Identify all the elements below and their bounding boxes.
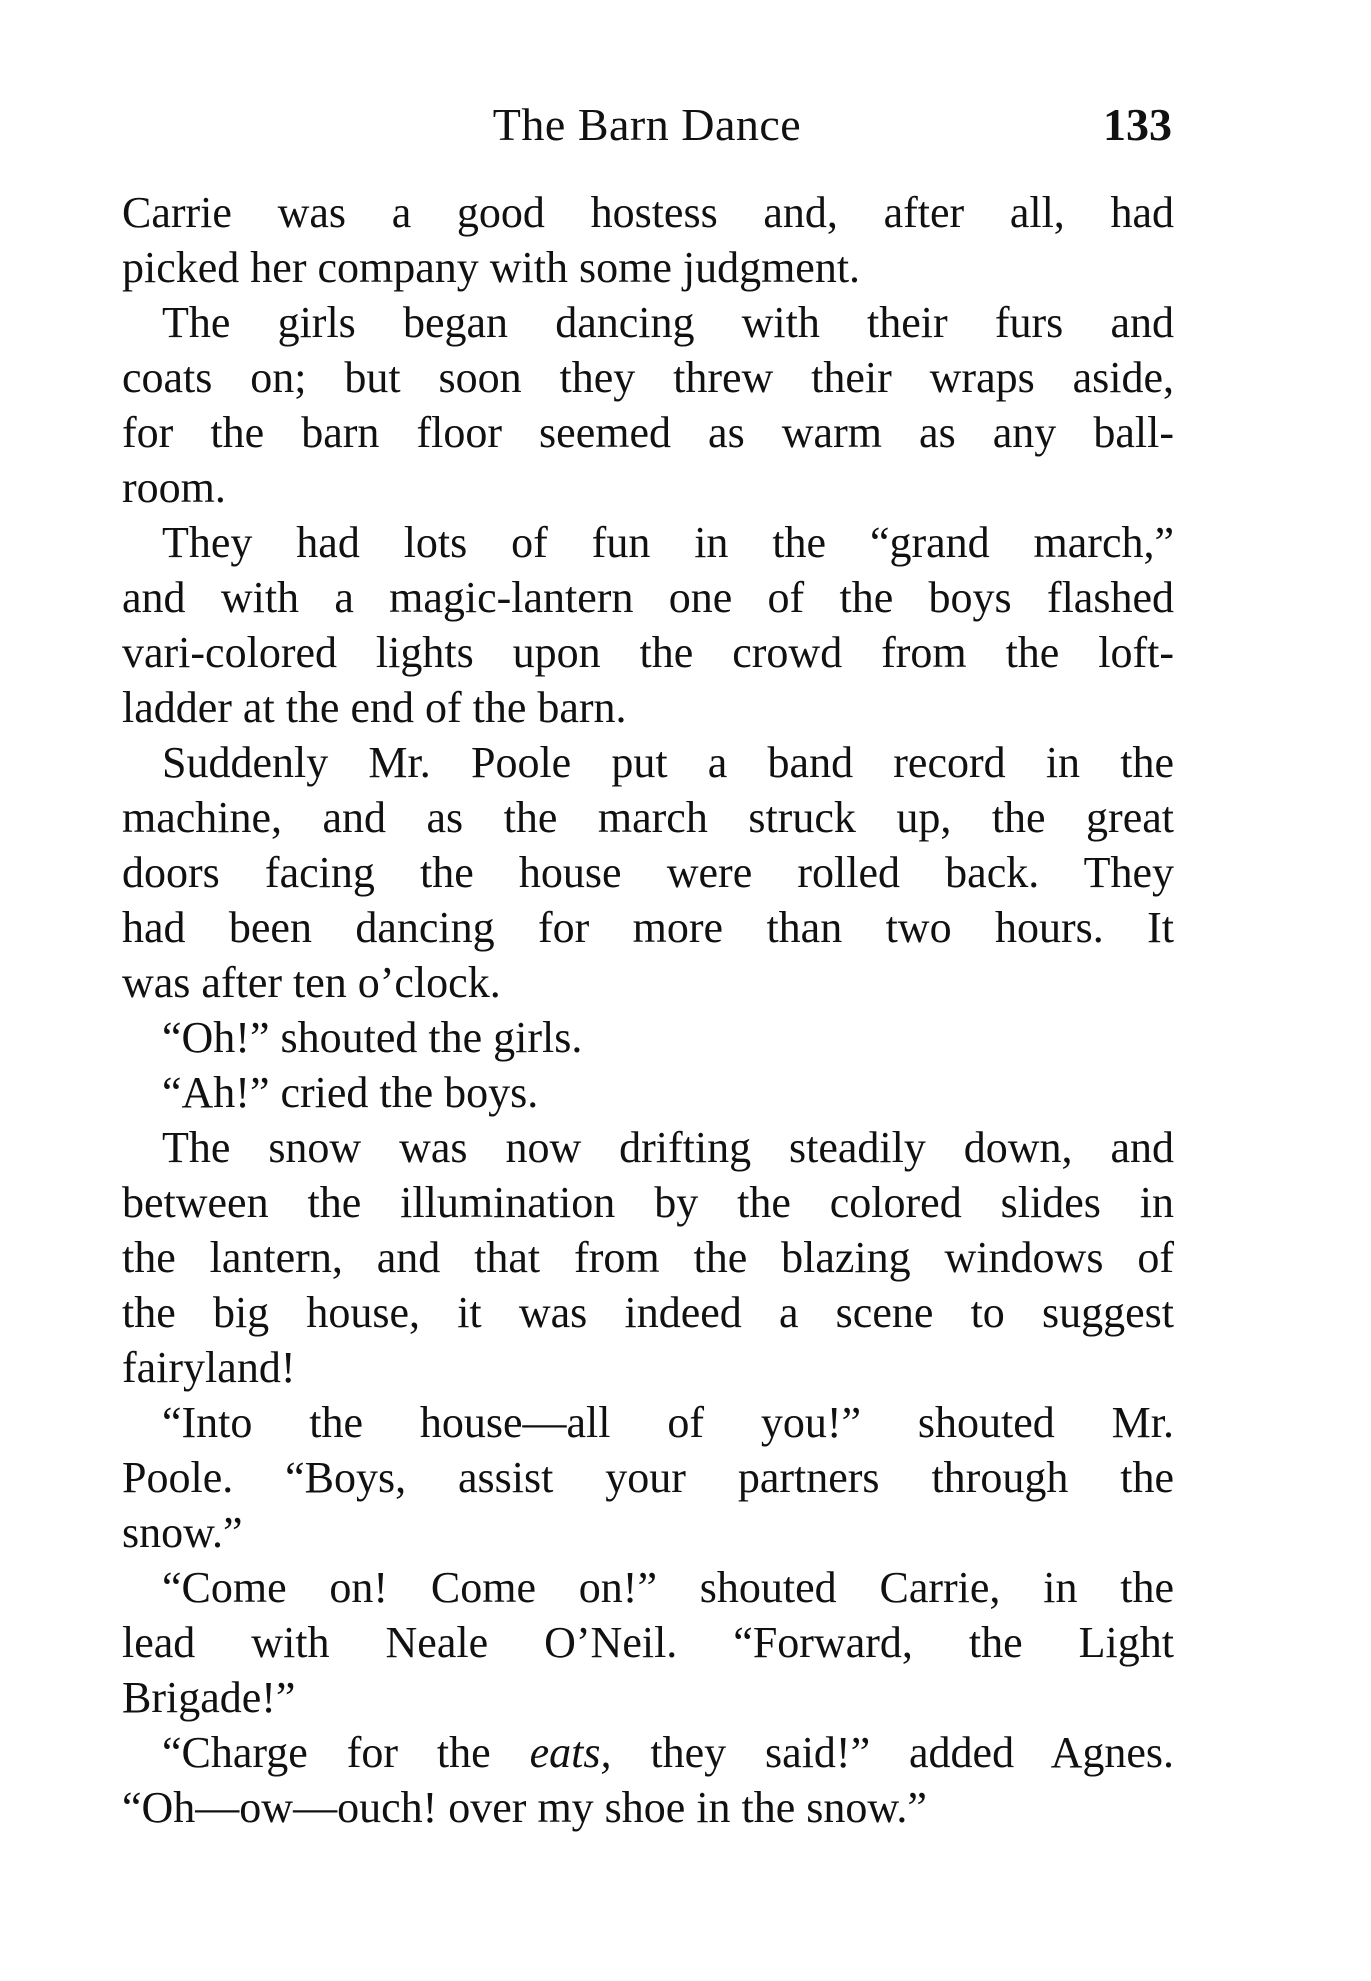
page-number: 133 (1103, 99, 1172, 150)
text-line: “Ah!” cried the boys. (162, 1068, 539, 1117)
body-text (122, 185, 1174, 1835)
text-line: room. (122, 463, 226, 512)
text-line: “Come on! Come on!” shouted Carrie, in the (162, 1563, 1174, 1612)
text-line: had been dancing for more than two hours. It (122, 903, 1174, 952)
text-line: the big house, it was indeed a scene to suggest (122, 1288, 1174, 1337)
text-line: the lantern, and that from the blazing windows of (122, 1233, 1174, 1282)
emphasis-text: eats, (529, 1728, 612, 1777)
text-line: “Oh—ow—ouch! over my shoe in the snow.” (122, 1783, 927, 1832)
text-line: ladder at the end of the barn. (122, 683, 627, 732)
text-line: machine, and as the march struck up, the great (122, 793, 1174, 842)
text-line: lead with Neale O’Neil. “Forward, the Light (122, 1618, 1174, 1667)
text-line: snow.” (122, 1508, 243, 1557)
text-line: “Into the house—all of you!” shouted Mr. (162, 1398, 1174, 1447)
text-line: doors facing the house were rolled back. They (122, 848, 1174, 897)
text-line: They had lots of fun in the “grand march,” (162, 518, 1174, 567)
text-line: vari-colored lights upon the crowd from the loft- (122, 628, 1174, 677)
text-line: Suddenly Mr. Poole put a band record in the (162, 738, 1174, 787)
text-line: Carrie was a good hostess and, after all, had (122, 188, 1174, 237)
text-line: picked her company with some judgment. (122, 243, 861, 292)
text-line: for the barn floor seemed as warm as any ball- (122, 408, 1174, 457)
text-line: fairyland! (122, 1343, 296, 1392)
text-line: “Charge for the eats, they said!” added Agnes. (162, 1728, 1174, 1777)
text-line: was after ten o’clock. (122, 958, 501, 1007)
text-line: Poole. “Boys, assist your partners through the (122, 1453, 1174, 1502)
text-line: coats on; but soon they threw their wraps aside, (122, 353, 1174, 402)
running-head: The Barn Dance (492, 99, 802, 150)
page-header (122, 95, 1172, 155)
text-line: between the illumination by the colored slides in (122, 1178, 1174, 1227)
text-line: Brigade!” (122, 1673, 296, 1722)
text-line: “Oh!” shouted the girls. (162, 1013, 583, 1062)
text-line: The snow was now drifting steadily down, and (162, 1123, 1174, 1172)
text-line: and with a magic-lantern one of the boys flashed (122, 573, 1174, 622)
text-line: The girls began dancing with their furs and (162, 298, 1174, 347)
